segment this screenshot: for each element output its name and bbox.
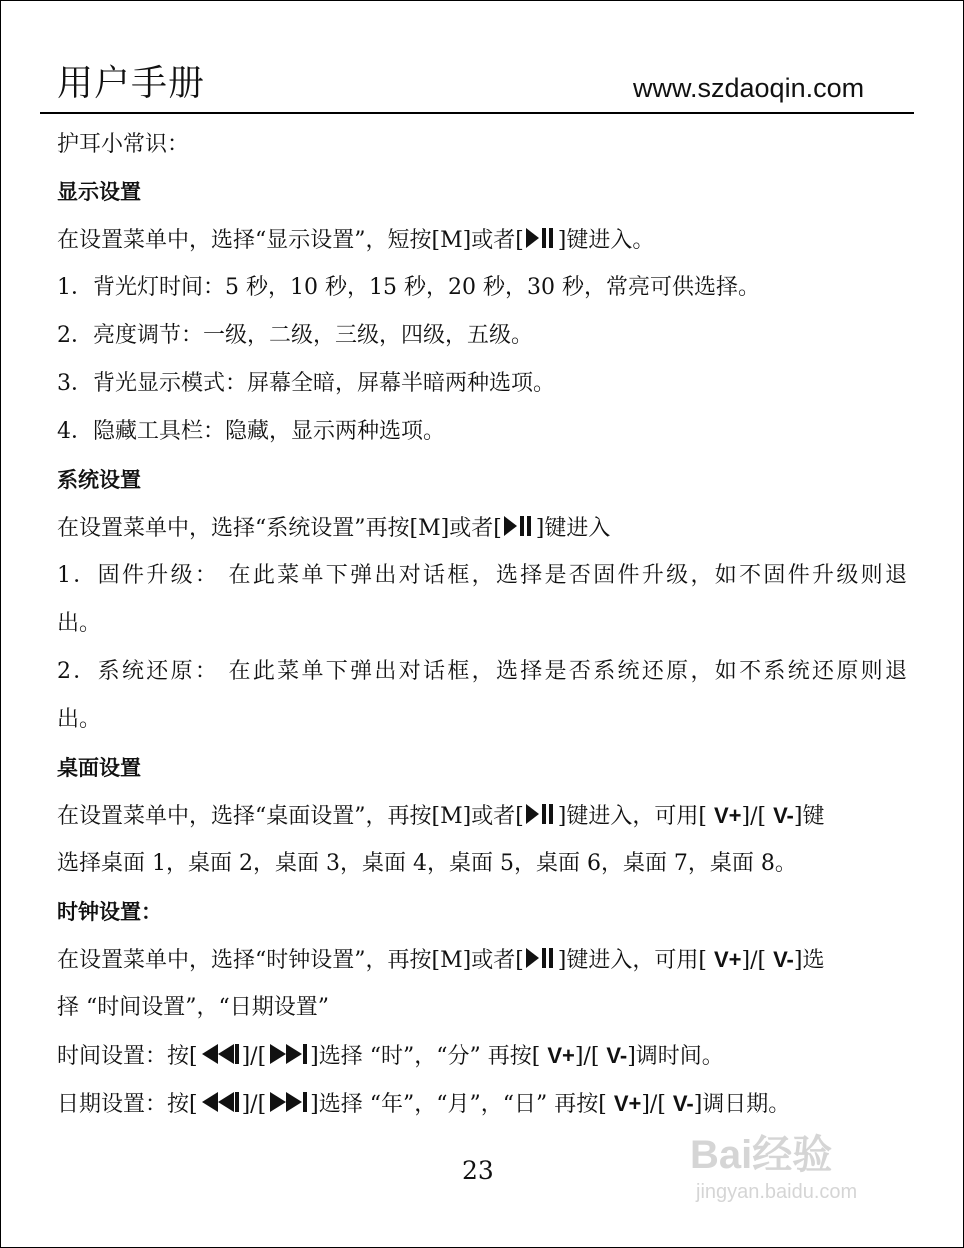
volume-down-key: V-: [672, 1091, 694, 1116]
time-setting-line: [57, 1041, 724, 1072]
next-icon: [266, 1041, 310, 1067]
next-icon: [266, 1089, 310, 1115]
text: ]选: [793, 948, 825, 973]
desktop-settings-cont: 选择桌面 1，桌面 2，桌面 3，桌面 4，桌面 5，桌面 6，桌面 7，桌面 8。: [57, 851, 797, 876]
clock-settings-heading: 时钟设置：: [57, 900, 162, 924]
volume-up-key: V+: [547, 1043, 575, 1068]
play-pause-icon: [524, 801, 558, 827]
text: 时间设置：按[: [57, 1044, 198, 1069]
volume-down-key: V-: [773, 947, 794, 972]
system-settings-heading: 系统设置: [57, 468, 141, 492]
text: ]键进入: [535, 516, 611, 541]
text: ]调日期。: [693, 1092, 791, 1117]
display-item-1: 1．背光灯时间：5 秒，10 秒，15 秒，20 秒，30 秒，常亮可供选择。: [57, 275, 760, 300]
text: ]/[: [741, 804, 774, 829]
manual-title: 用户手册: [57, 63, 206, 104]
date-setting-line: [57, 1089, 790, 1120]
baidu-jingyan-watermark: [688, 1122, 918, 1206]
ear-care-tip: 护耳小常识：: [57, 132, 190, 157]
text: 日期设置：按[: [57, 1092, 198, 1117]
text: ]键进入，可用[: [557, 948, 714, 973]
play-pause-icon: [524, 225, 558, 251]
display-item-2: 2．亮度调节：一级，二级，三级，四级，五级。: [57, 323, 533, 348]
text: 在设置菜单中，选择“系统设置”再按[M]或者[: [57, 516, 502, 541]
text: ]选择 “年”，“月”，“日” 再按[: [310, 1092, 614, 1117]
display-item-4: 4．隐藏工具栏：隐藏，显示两种选项。: [57, 419, 445, 444]
volume-up-key: V+: [713, 947, 742, 972]
system-item-1-cont: 出。: [57, 611, 102, 636]
play-pause-icon: [502, 513, 536, 539]
text: ]选择 “时”，“分” 再按[: [310, 1044, 548, 1069]
watermark-site: jingyan.baidu.com: [696, 1181, 858, 1203]
website-url: www.szdaoqin.com: [633, 73, 865, 103]
volume-up-key: V+: [713, 803, 742, 828]
page-number: 23: [462, 1156, 494, 1185]
text: ]/[: [241, 1044, 267, 1069]
system-settings-intro: [57, 513, 610, 544]
text: 在设置菜单中，选择“时钟设置”，再按[M]或者[: [57, 948, 524, 973]
display-settings-intro: [57, 225, 654, 256]
text: ]键进入。: [557, 228, 655, 253]
display-settings-heading: 显示设置: [57, 180, 141, 204]
clock-settings-intro: [57, 945, 824, 976]
previous-icon: [198, 1041, 242, 1067]
text: ]键: [793, 804, 825, 829]
system-item-1: 1．固件升级： 在此菜单下弹出对话框，选择是否固件升级，如不固件升级则退: [57, 563, 907, 588]
text: 在设置菜单中，选择“桌面设置”，再按[M]或者[: [57, 804, 524, 829]
desktop-settings-heading: 桌面设置: [57, 756, 141, 780]
play-pause-icon: [524, 945, 558, 971]
text: ]/[: [741, 948, 774, 973]
volume-down-key: V-: [606, 1043, 628, 1068]
watermark-brand: Bai经验: [690, 1133, 833, 1177]
system-item-2: 2．系统还原： 在此菜单下弹出对话框，选择是否系统还原，如不系统还原则退: [57, 659, 907, 684]
clock-settings-cont: 择 “时间设置”，“日期设置”: [57, 995, 329, 1020]
text: ]调时间。: [627, 1044, 724, 1069]
header-divider: [40, 112, 914, 114]
text: ]/[: [574, 1044, 607, 1069]
volume-down-key: V-: [773, 803, 794, 828]
previous-icon: [198, 1089, 242, 1115]
display-item-3: 3．背光显示模式：屏幕全暗，屏幕半暗两种选项。: [57, 371, 555, 396]
text: ]/[: [241, 1092, 267, 1117]
text: 在设置菜单中，选择“显示设置”，短按[M]或者[: [57, 228, 524, 253]
desktop-settings-intro: [57, 801, 824, 832]
text: ]键进入，可用[: [557, 804, 714, 829]
system-item-2-cont: 出。: [57, 707, 102, 732]
text: ]/[: [641, 1092, 673, 1117]
volume-up-key: V+: [613, 1091, 642, 1116]
